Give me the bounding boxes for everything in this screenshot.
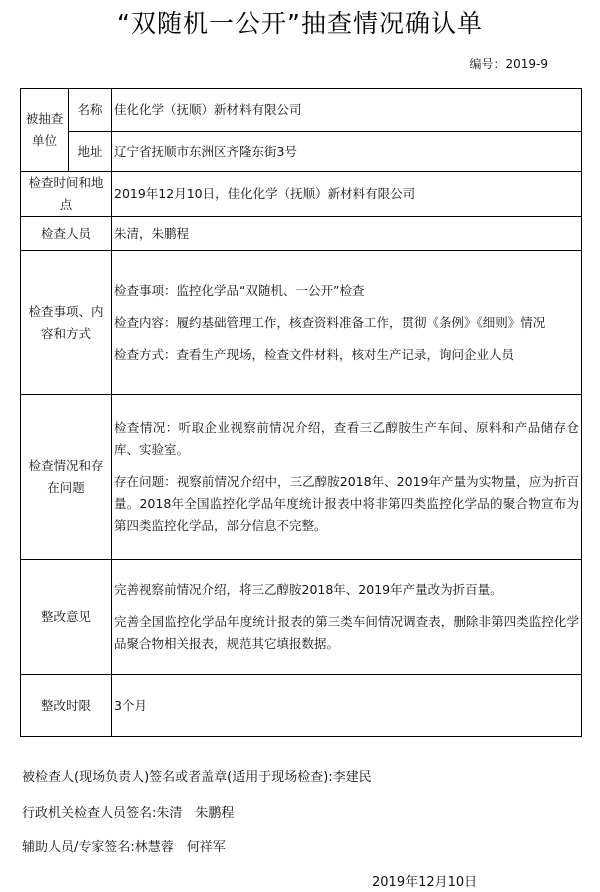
time-value-cell [112,172,582,217]
document-title: “双随机一公开”抽查情况确认单 [117,9,483,38]
serial-number [469,55,548,72]
inspectors-value-cell [112,217,582,251]
situation-label-cell [21,395,112,560]
situation-label: 检查情况和存在问题 [28,458,104,495]
agency-label: 行政机关检查人员签名: [22,806,157,821]
serial-value: 2019-9 [505,57,548,71]
inspection-item: 检查事项：监控化学品“双随机、一公开”检查 [114,282,365,298]
rectify-value-cell [112,560,582,675]
inspection-situation: 检查情况：听取企业视察前情况介绍，查看三乙醇胺生产车间、原料和产品储存仓库、实验室。 [114,420,579,457]
signature-date: 2019年12月10日 [372,875,478,890]
rectify-label: 整改意见 [40,609,91,624]
existing-problems: 存在问题：视察前情况介绍中，三乙醇胺2018年、2019年产量为实物量，应为折百量。2018年全国监控化学品年度统计报表中将非第四类监控化学品的聚合物宣布为第四类监控化学品，部分信息不完整。 [114,474,579,533]
agency-inspectors-signature [22,802,234,821]
inspected-name: 李建民 [332,770,372,785]
address-label-cell [69,132,112,172]
inspectors-label-cell [21,217,112,251]
rectify-label-cell [21,560,112,675]
address-value-cell [112,132,582,172]
items-label-cell [21,251,112,395]
assistant-signature [22,836,226,855]
serial-label: 编号： [469,57,506,71]
name-label: 名称 [77,102,103,117]
items-value-cell [112,251,582,395]
inspected-party-signature [22,766,372,785]
inspection-method: 检查方式：查看生产现场，检查文件材料，核对生产记录，询问企业人员 [114,346,515,362]
inspectors-names: 朱清，朱鹏程 [114,225,190,241]
rectify-deadline: 3个月 [114,697,147,713]
inspectors-label: 检查人员 [40,225,91,241]
rectify-opinion-1: 完善视察前情况介绍，将三乙醇胺2018年、2019年产量改为折百量。 [114,582,503,597]
rectify-opinion-2: 完善全国监控化学品年度统计报表的第三类车间情况调查表，删除非第四类监控化学品聚合物相关报表，规范其它填报数据。 [114,614,579,651]
subject-label-cell [21,89,69,172]
company-name: 佳化化学（抚顺）新材料有限公司 [114,102,302,117]
time-label: 检查时间和地点 [28,175,104,212]
name-label-cell [69,89,112,132]
company-address: 辽宁省抚顺市东洲区齐隆东街3号 [114,143,297,159]
subject-label: 被抽查单位 [25,111,64,148]
deadline-label: 整改时限 [40,697,91,713]
inspection-form-table [20,88,582,737]
inspection-content: 检查内容：履约基础管理工作，核查资料准备工作，贯彻《条例》《细则》情况 [114,314,546,330]
situation-value-cell [112,395,582,560]
deadline-value-cell [112,675,582,737]
address-label: 地址 [77,143,103,159]
assistant-label: 辅助人员/专家签名: [22,840,135,855]
deadline-label-cell [21,675,112,737]
time-label-cell [21,172,112,217]
assistant-names: 林慧蓉 何祥军 [134,840,226,855]
inspection-time: 2019年12月10日，佳化化学（抚顺）新材料有限公司 [114,186,416,201]
name-value-cell [112,89,582,132]
items-label: 检查事项、内容和方式 [28,303,104,341]
agency-names: 朱清 朱鹏程 [156,806,235,821]
inspected-label: 被检查人(现场负责人)签名或者盖章(适用于现场检查): [22,770,333,785]
